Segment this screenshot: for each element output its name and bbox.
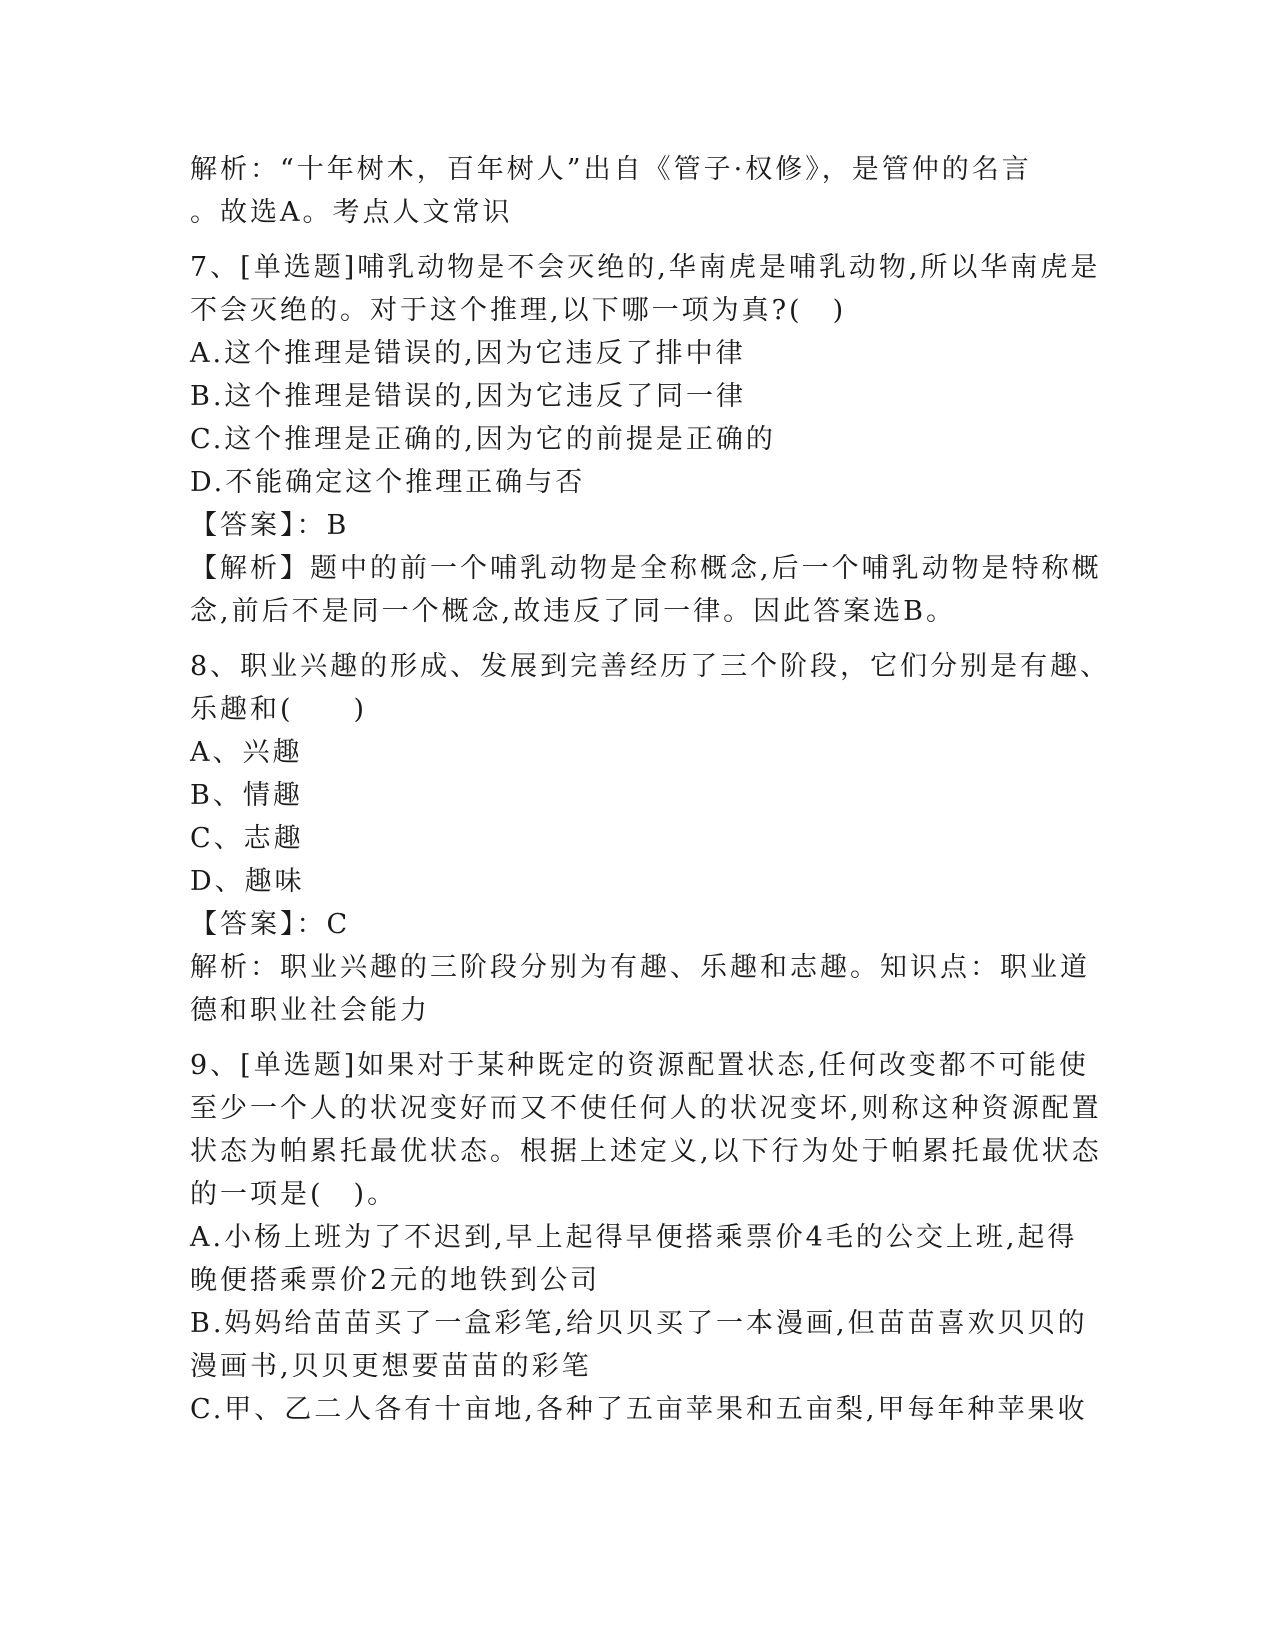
q9-option-b-line-2: 漫画书,贝贝更想要苗苗的彩笔 <box>190 1351 592 1382</box>
q8-option-a: A、兴趣 <box>190 737 303 768</box>
q7-option-a: A.这个推理是错误的,因为它违反了排中律 <box>190 338 746 369</box>
q9-stem-line-1: 9、[单选题]如果对于某种既定的资源配置状态,任何改变都不可能使 <box>190 1050 1089 1081</box>
q7-stem-line-2: 不会灭绝的。对于这个推理,以下哪一项为真?( ) <box>190 295 847 326</box>
question-7 <box>190 246 1102 633</box>
q8-option-b: B、情趣 <box>190 780 303 811</box>
q8-option-c: C、志趣 <box>190 823 304 854</box>
question-9 <box>190 1044 1102 1431</box>
q8-analysis-line-1: 解析：职业兴趣的三阶段分别为有趣、乐趣和志趣。知识点：职业道 <box>190 952 1090 983</box>
q9-stem-line-3: 状态为帕累托最优状态。根据上述定义,以下行为处于帕累托最优状态 <box>190 1136 1102 1167</box>
q7-stem-line-1: 7、[单选题]哺乳动物是不会灭绝的,华南虎是哺乳动物,所以华南虎是 <box>190 252 1101 283</box>
q7-analysis-line-2: 念,前后不是同一个概念,故违反了同一律。因此答案选B。 <box>190 596 957 627</box>
q9-option-a-line-2: 晚便搭乘票价2元的地铁到公司 <box>190 1265 601 1296</box>
q9-stem-line-4: 的一项是( )。 <box>190 1179 398 1210</box>
q8-stem-line-1: 8、职业兴趣的形成、发展到完善经历了三个阶段，它们分别是有趣、 <box>190 651 1111 682</box>
q9-option-a-line-1: A.小杨上班为了不迟到,早上起得早便搭乘票价4毛的公交上班,起得 <box>190 1222 1078 1253</box>
q8-stem-line-2: 乐趣和( ) <box>190 694 368 725</box>
q8-answer: 【答案】：C <box>190 909 351 940</box>
q7-answer: 【答案】：B <box>190 510 350 541</box>
q7-option-b: B.这个推理是错误的,因为它违反了同一律 <box>190 381 747 412</box>
q9-stem-line-2: 至少一个人的状况变好而又不使任何人的状况变坏,则称这种资源配置 <box>190 1093 1102 1124</box>
q7-option-c: C.这个推理是正确的,因为它的前提是正确的 <box>190 424 776 455</box>
q7-analysis-line-1: 【解析】题中的前一个哺乳动物是全称概念,后一个哺乳动物是特称概 <box>190 553 1102 584</box>
q6-analysis <box>190 148 1090 234</box>
q9-option-c-line-1: C.甲、乙二人各有十亩地,各种了五亩苹果和五亩梨,甲每年种苹果收 <box>190 1394 1088 1425</box>
q8-analysis-line-2: 德和职业社会能力 <box>190 995 430 1026</box>
q6-analysis-line-1: 解析：“十年树木，百年树人”出自《管子·权修》，是管仲的名言 <box>190 154 1032 185</box>
document-page <box>190 148 1111 1431</box>
q6-analysis-line-2: 。故选A。考点人文常识 <box>190 197 513 228</box>
q8-option-d: D、趣味 <box>190 866 305 897</box>
q7-option-d: D.不能确定这个推理正确与否 <box>190 467 586 498</box>
question-8 <box>190 645 1111 1032</box>
q9-option-b-line-1: B.妈妈给苗苗买了一盒彩笔,给贝贝买了一本漫画,但苗苗喜欢贝贝的 <box>190 1308 1088 1339</box>
